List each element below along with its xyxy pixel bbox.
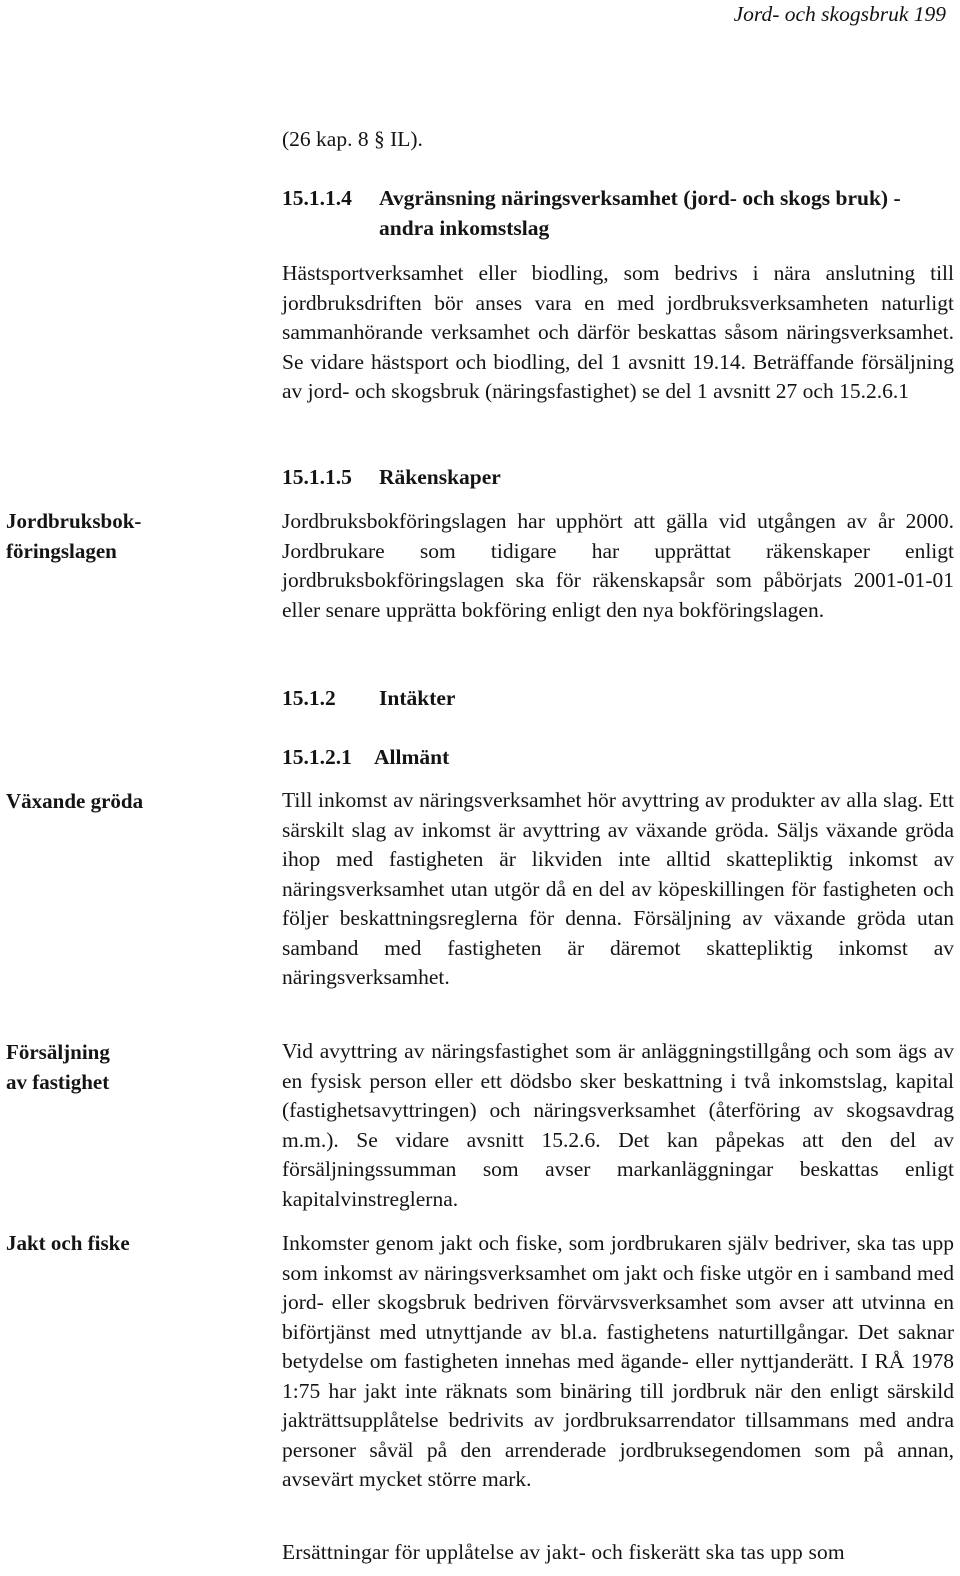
section-title: Intäkter: [379, 686, 456, 710]
section-number: 15.1.2.1: [282, 745, 352, 769]
running-header: Jord- och skogsbruk 199: [733, 2, 946, 26]
margin-note-jordbruksbokforingslagen: Jordbruksbok- föringslagen: [6, 509, 142, 563]
intro-line: (26 kap. 8 § IL).: [282, 127, 423, 151]
section-heading-15-1-2: [282, 684, 455, 714]
section-title: Räkenskaper: [379, 465, 501, 489]
section-heading-15-1-2-1: [282, 743, 449, 773]
section-number: 15.1.1.5: [282, 465, 352, 489]
paragraph-growing-crops: Till inkomst av näringsverksamhet hör avyttring av produkter av alla slag. Ett särskilt slag av inkomst är avyttring av växande gröda. Säljs växande gröda ihop med fastigheten är likviden inte alltid skattepliktig inkomst av näringsverksamhet utan utgör då en del av köpeskillingen för fastigheten och följer beskattningsreglerna för denna. Försäljning av växande gröda utan samband med fastigheten är däremot skattepliktig inkomst av näringsverksamhet.: [282, 788, 954, 989]
section-heading-15-1-1-4: [282, 184, 939, 243]
margin-note-forsaljning-av-fastighet: Försäljning av fastighet: [6, 1040, 110, 1094]
paragraph-hunting-fishing: Inkomster genom jakt och fiske, som jordbrukaren själv bedriver, ska tas upp som inkomst av näringsverksamhet om jakt och fiske utgör en i samband med jord- eller skogsbruk bedriven förvärvsverksamhet som avser att utvinna en biförtjänst med utnyttjande av bl.a. fastighetens naturtillgångar. Det saknar betydelse om fastigheten innehas med ägande- eller nyttjanderätt. I RÅ 1978 1:75 har jakt inte räknats som binäring till jordbruk när den enligt särskild jakträttsupplåtelse bedrivits av jordbruksarrendator tillsammans med andra personer såväl på den arrenderade jordbruksegendomen som på annan, avsevärt mycket större mark.: [282, 1231, 954, 1491]
section-number: 15.1.2: [282, 686, 336, 710]
margin-note-vaxande-groda: Växande gröda: [6, 789, 144, 813]
section-number: 15.1.1.4: [282, 186, 352, 210]
section-heading-15-1-1-5: [282, 463, 501, 493]
paragraph-accounts: Jordbruksbokföringslagen har upphört att gälla vid utgången av år 2000. Jordbrukare som tidigare har upprättat räkenskaper enligt jordbruksbokföringslagen ska för räkenskapsår som påbörjats 2001-01-01 eller senare upprätta bokföring enligt den nya bokföringslagen.: [282, 509, 954, 622]
margin-note-jakt-och-fiske: Jakt och fiske: [6, 1231, 130, 1255]
section-title: Allmänt: [374, 745, 450, 769]
section-title: Avgränsning näringsverksamhet (jord- och skogs bruk) - andra inkomstslag: [379, 186, 901, 240]
paragraph-horse-sport-beekeeping: Hästsportverksamhet eller biodling, som bedrivs i nära anslutning till jordbruksdriften bör anses vara en med jordbruksverksamheten naturligt sammanhörande verksamhet och därför beskattas såsom näringsverksamhet. Se vidare hästsport och biodling, del 1 avsnitt 19.14. Beträffande försäljning av jord- och skogsbruk (näringsfastighet) se del 1 avsnitt 27 och 15.2.6.1: [282, 261, 954, 403]
paragraph-property-sale: Vid avyttring av näringsfastighet som är anläggningstillgång och som ägs av en fysisk person eller ett dödsbo sker beskattning i två inkomstslag, kapital (fastighetsavyttringen) och näringsverksamhet (återföring av skogsavdrag m.m.). Se vidare avsnitt 15.2.6. Det kan påpekas att den del av försäljningssumman som avser markanläggningar beskattas enligt kapitalvinstreglerna.: [282, 1039, 954, 1211]
paragraph-compensation-start: Ersättningar för upplåtelse av jakt- och fiskerätt ska tas upp som: [282, 1540, 845, 1564]
